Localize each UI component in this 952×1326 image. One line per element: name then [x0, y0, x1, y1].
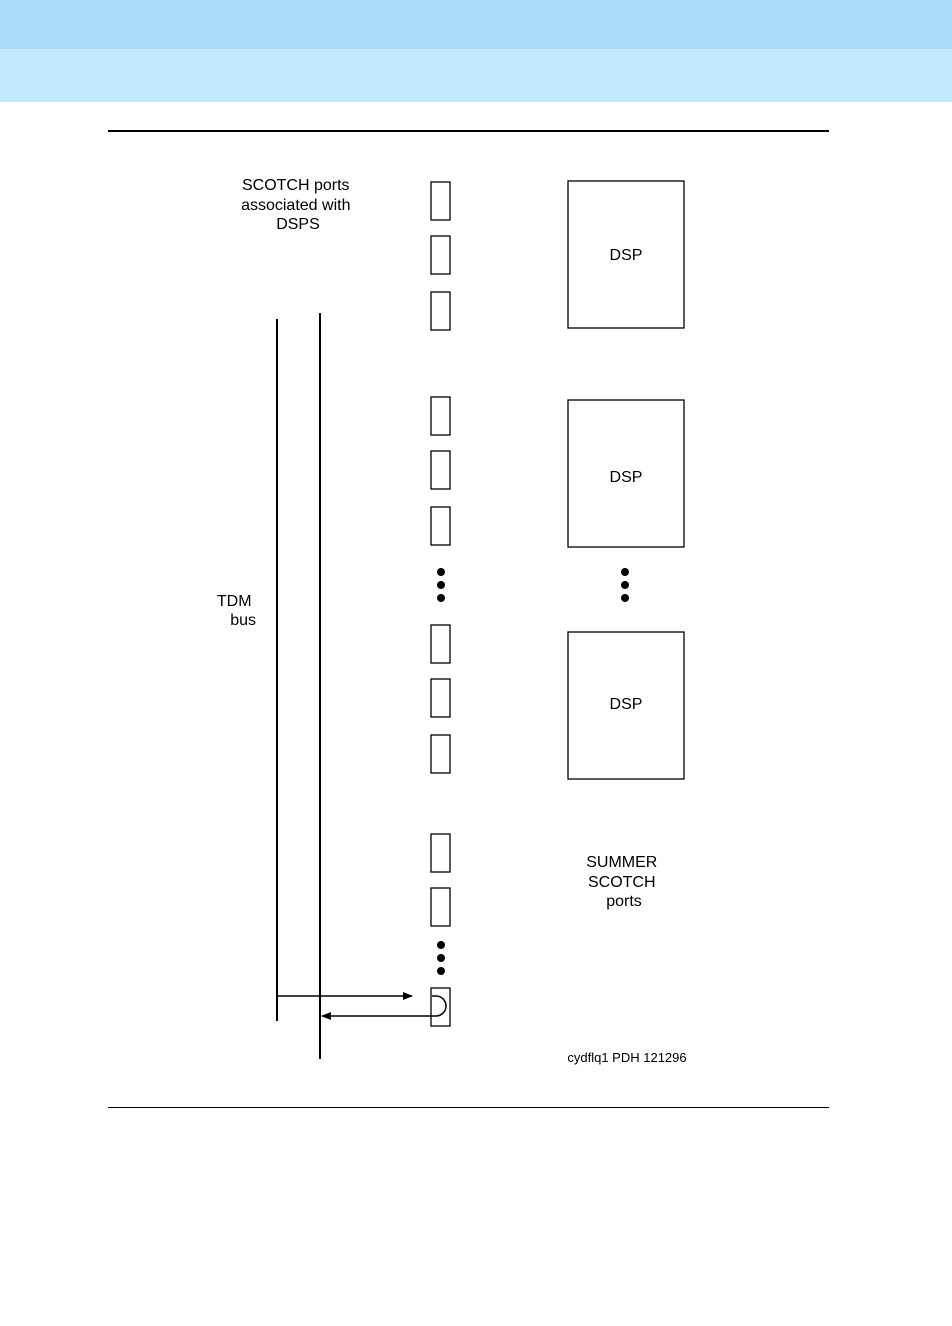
ellipsis-dot [621, 594, 629, 602]
ellipsis-dot [437, 954, 445, 962]
scotch-port [431, 236, 450, 274]
ellipsis-dot [621, 568, 629, 576]
scotch-port [431, 292, 450, 330]
scotch-port [431, 735, 450, 773]
scotch-port [431, 507, 450, 545]
summer-scotch-port [431, 888, 450, 926]
dsp-label: DSP [609, 696, 643, 713]
summer-scotch-ports-label: SUMMER SCOTCH ports [586, 854, 658, 910]
scotch-ports-label: SCOTCH ports associated with DSPS [241, 177, 351, 233]
ellipsis-dot [437, 568, 445, 576]
tdm-bus-label: TDM bus [216, 593, 256, 629]
figure-caption: cydflq1 PDH 121296 [567, 1050, 687, 1065]
scotch-port [431, 182, 450, 220]
scotch-port [431, 397, 450, 435]
loopback-port [431, 988, 450, 1026]
ellipsis-dot [437, 594, 445, 602]
dsp-label: DSP [609, 469, 643, 486]
ellipsis-dot [621, 581, 629, 589]
scotch-port [431, 679, 450, 717]
scotch-port [431, 451, 450, 489]
scotch-port [431, 625, 450, 663]
dsp-label: DSP [609, 247, 643, 264]
ellipsis-dot [437, 581, 445, 589]
ellipsis-dot [437, 941, 445, 949]
summer-scotch-port [431, 834, 450, 872]
ellipsis-dot [437, 967, 445, 975]
